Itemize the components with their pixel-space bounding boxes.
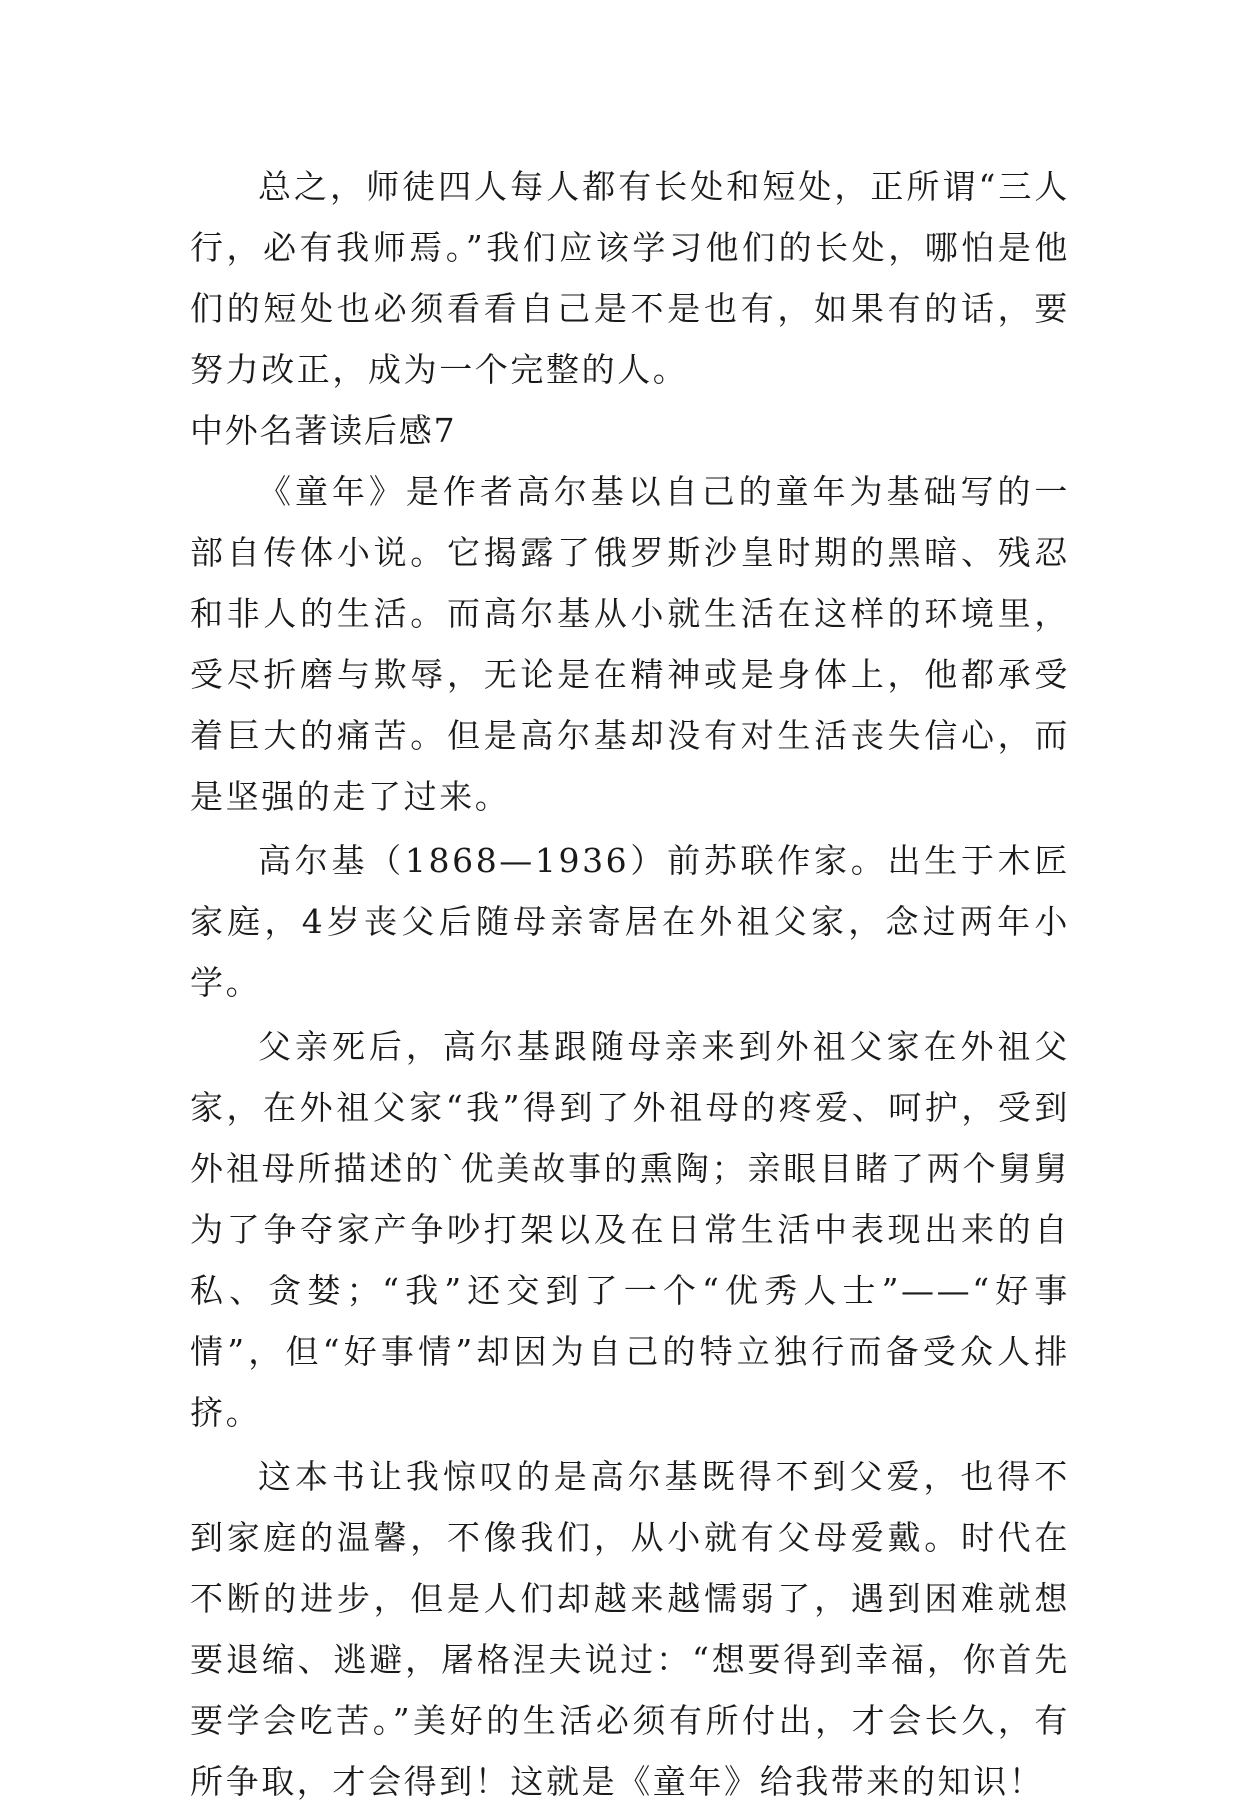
paragraph-author-bio: 高尔基（1868—1936）前苏联作家。出生于木匠家庭，4岁丧父后随母亲寄居在外祖父家，念过两年小学。 [190,841,1070,1002]
document-body [190,156,1070,1812]
paragraph-intro: 《童年》是作者高尔基以自己的童年为基础写的一部自传体小说。它揭露了俄罗斯沙皇时期的黑暗、残忍和非人的生活。而高尔基从小就生活在这样的环境里，受尽折磨与欺辱，无论是在精神或是身体上，他都承受着巨大的痛苦。但是高尔基却没有对生活丧失信心，而是坚强的走了过来。 [190,472,1070,816]
paragraph-story: 父亲死后，高尔基跟随母亲来到外祖父家在外祖父家，在外祖父家“我”得到了外祖母的疼爱、呵护，受到外祖母所描述的`优美故事的熏陶；亲眼目睹了两个舅舅为了争夺家产争吵打架以及在日常生活中表现出来的自私、贪婪；“我”还交到了一个“优秀人士”——“好事情”，但“好事情”却因为自己的特立独行而备受众人排挤。 [190,1027,1070,1432]
paragraph-reflection: 这本书让我惊叹的是高尔基既得不到父爱，也得不到家庭的温馨，不像我们，从小就有父母爱戴。时代在不断的进步，但是人们却越来越懦弱了，遇到困难就想要退缩、逃避，屠格涅夫说过：“想要得到幸福，你首先要学会吃苦。”美好的生活必须有所付出，才会长久，有所争取，才会得到！这就是《童年》给我带来的知识！ [190,1457,1070,1801]
section-heading: 中外名著读后感7 [190,411,457,450]
paragraph-conclusion: 总之，师徒四人每人都有长处和短处，正所谓“三人行，必有我师焉。”我们应该学习他们的长处，哪怕是他们的短处也必须看看自己是不是也有，如果有的话，要努力改正，成为一个完整的人。 [190,167,1070,389]
